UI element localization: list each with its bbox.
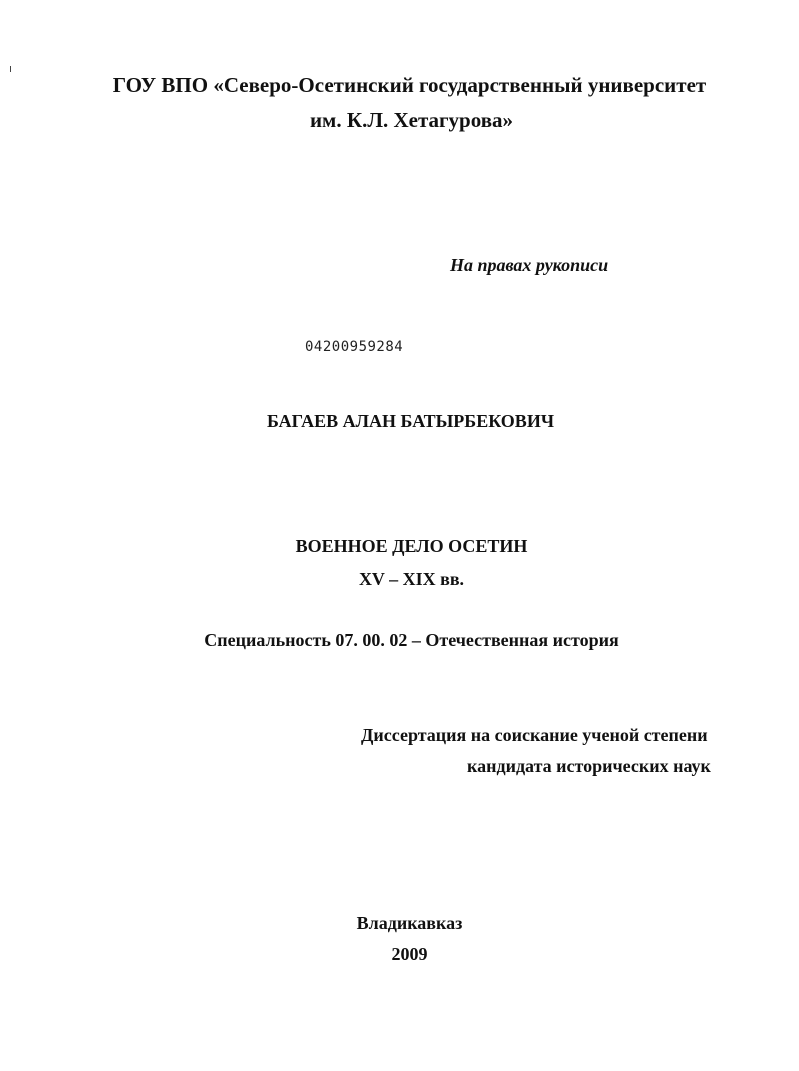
university-name-line2: им. К.Л. Хетагурова» [309,108,514,132]
degree-line2: кандидата исторических наук [467,756,711,776]
university-name-line1: ГОУ ВПО «Северо-Осетинский государственный университет [112,73,707,97]
degree-line1: Диссертация на соискание ученой степени [361,725,708,745]
specialty-line: Специальность 07. 00. 02 – Отечественная история [204,630,619,650]
dissertation-title: ВОЕННОЕ ДЕЛО ОСЕТИН [295,536,528,556]
catalog-number: 04200959284 [305,339,404,355]
manuscript-note: На правах рукописи [450,255,609,275]
author-name: БАГАЕВ АЛАН БАТЫРБЕКОВИЧ [266,411,555,431]
city: Владикавказ [356,913,463,933]
year: 2009 [391,944,428,964]
scan-mark [10,66,11,72]
dissertation-period: XV – XIX вв. [358,569,465,589]
